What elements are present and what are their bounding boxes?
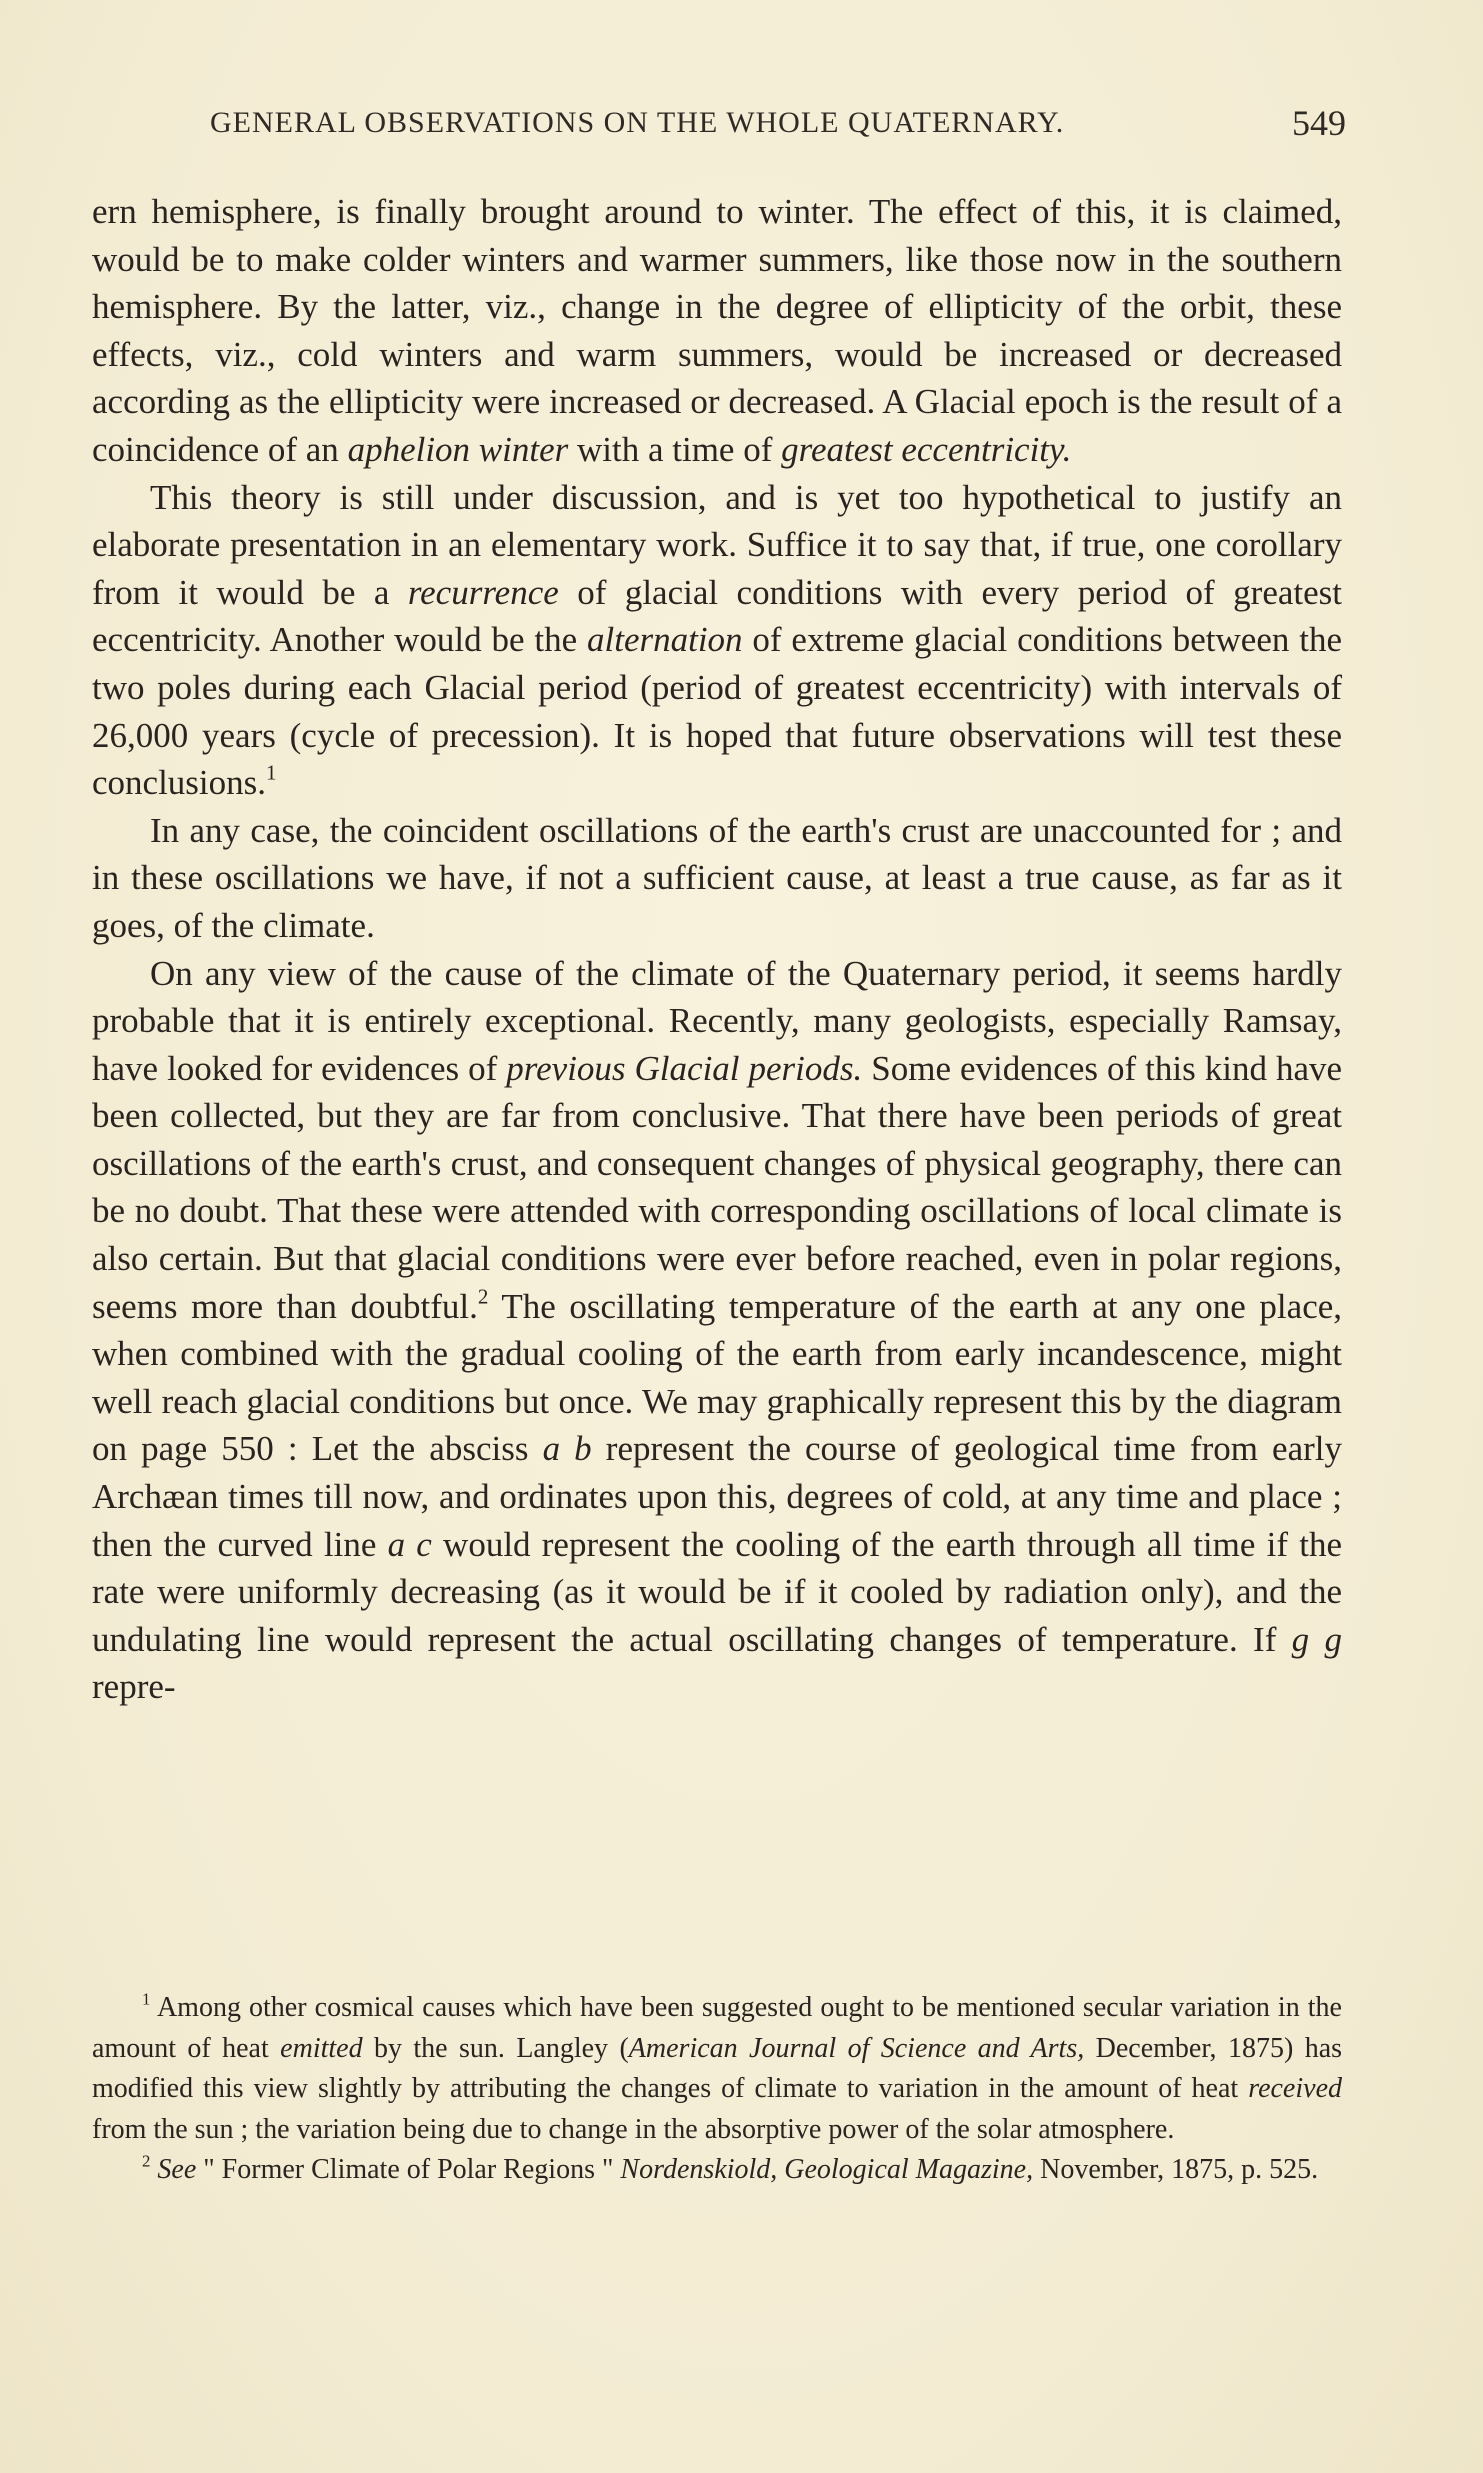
text-run: ern hemisphere, is finally brought around to winter. The effect of this, it is claimed, would be to make colder winters and warmer summers, like those now in the southern hemisphere. By the latter, viz., change in the degree of ellipticity of the orbit, these effects, viz., cold winters and warm summers, would be increased or decreased according as the ellipticity were increased or decreased. A Glacial epoch is the result of a coincidence of an bbox=[92, 192, 1342, 469]
text-run: of extreme glacial conditions between the two poles during each Glacial period (period of greatest eccentricity) with intervals of 26,000 years (cycle of precession). It is hoped that future observations will test these conclusions. bbox=[92, 620, 1342, 803]
footnote-1 bbox=[92, 1988, 1342, 2150]
emphasis: a b bbox=[542, 1429, 592, 1469]
main-text bbox=[92, 188, 1342, 1711]
text-run: On any view of the cause of the climate of the Quaternary period, it seems hardly probable that it is entirely exceptional. Recently, many geologists, especially Ramsay, have looked for evidences of bbox=[92, 953, 1342, 1088]
emphasis: g g bbox=[1291, 1619, 1342, 1659]
emphasis: emitted bbox=[280, 2032, 363, 2064]
text-run: The oscillating temperature of the earth at any one place, when combined with the gradual cooling of the earth from early incandescence, might well reach glacial conditions but once. We may graphically represent this by the diagram on page 550 : Let the absciss bbox=[92, 1286, 1343, 1469]
text-run: This theory is still under discussion, and is yet too hypothetical to justify an elaborate presentation in an elementary work. Suffice it to say that, if true, one corollary from it would be a bbox=[92, 477, 1342, 612]
emphasis: See bbox=[150, 2154, 197, 2185]
footnote-ref-2[interactable]: 2 bbox=[477, 1283, 489, 1308]
page-number: 549 bbox=[1292, 103, 1346, 143]
footnote-mark: 2 bbox=[142, 2151, 151, 2171]
page-header bbox=[170, 100, 1346, 154]
text-run: would represent the cooling of the earth through all time if the rate were uniformly decreasing (as it would be if it cooled by radiation only), and the undulating line would represent the actual oscillating changes of temperature. If bbox=[92, 1524, 1342, 1659]
emphasis: received bbox=[1248, 2073, 1342, 2104]
emphasis: greatest eccentricity. bbox=[781, 429, 1072, 469]
text-run: November, 1875, p. 525. bbox=[1033, 2154, 1319, 2185]
text-run: " Former Climate of Polar Regions " bbox=[196, 2154, 621, 2185]
paragraph-4 bbox=[92, 950, 1342, 1712]
emphasis: Nordenskiold, Geological Magazine, bbox=[620, 2154, 1034, 2185]
text-run: December, 1875) has modified this view slightly by attributing the changes of climate to variation in the amount of heat bbox=[92, 2032, 1343, 2104]
text-run: Some evidences of this kind have been collected, but they are far from conclusive. That there have been periods of great oscillations of the earth's crust, and consequent changes of physical geography, there can be no doubt. That these were attended with corresponding oscillations of local climate is also certain. But that glacial conditions were ever before reached, even in polar regions, seems more than doubtful. bbox=[92, 1048, 1343, 1326]
footnote-mark: 1 bbox=[142, 1989, 151, 2009]
footnote-ref-1[interactable]: 1 bbox=[266, 760, 277, 785]
emphasis: alternation bbox=[587, 620, 743, 660]
text-run: repre- bbox=[92, 1667, 176, 1707]
emphasis: aphelion winter bbox=[347, 429, 569, 469]
emphasis: a c bbox=[387, 1524, 432, 1564]
paragraph-2 bbox=[92, 474, 1342, 807]
text-run: with a time of bbox=[568, 429, 782, 469]
paragraph-3 bbox=[92, 807, 1342, 950]
text-run: of glacial conditions with every period of greatest eccentricity. Another would be the bbox=[92, 572, 1342, 660]
text-run: Among other cosmical causes which have been suggested ought to be mentioned secular variation in the amount of heat bbox=[92, 1992, 1342, 2064]
emphasis: recurrence bbox=[407, 572, 559, 612]
emphasis: American Journal of Science and Arts, bbox=[628, 2032, 1085, 2064]
text-run: represent the course of geological time from early Archæan times till now, and ordinates upon this, degrees of cold, at any time and place ; then the curved line bbox=[92, 1429, 1342, 1564]
text-run: In any case, the coincident oscillations of the earth's crust are unaccounted for ; and in these oscillations we have, if not a sufficient cause, at least a true cause, as far as it goes, of the climate. bbox=[92, 810, 1342, 945]
emphasis: previous Glacial periods. bbox=[506, 1048, 863, 1088]
footnotes bbox=[92, 1988, 1342, 2191]
running-head: GENERAL OBSERVATIONS ON THE WHOLE QUATERNARY. bbox=[210, 106, 1065, 139]
footnote-2 bbox=[92, 2150, 1342, 2191]
paragraph-1 bbox=[92, 188, 1342, 474]
text-run: from the sun ; the variation being due to change in the absorptive power of the solar atmosphere. bbox=[92, 2113, 1175, 2145]
text-run: by the sun. Langley ( bbox=[362, 2032, 629, 2064]
